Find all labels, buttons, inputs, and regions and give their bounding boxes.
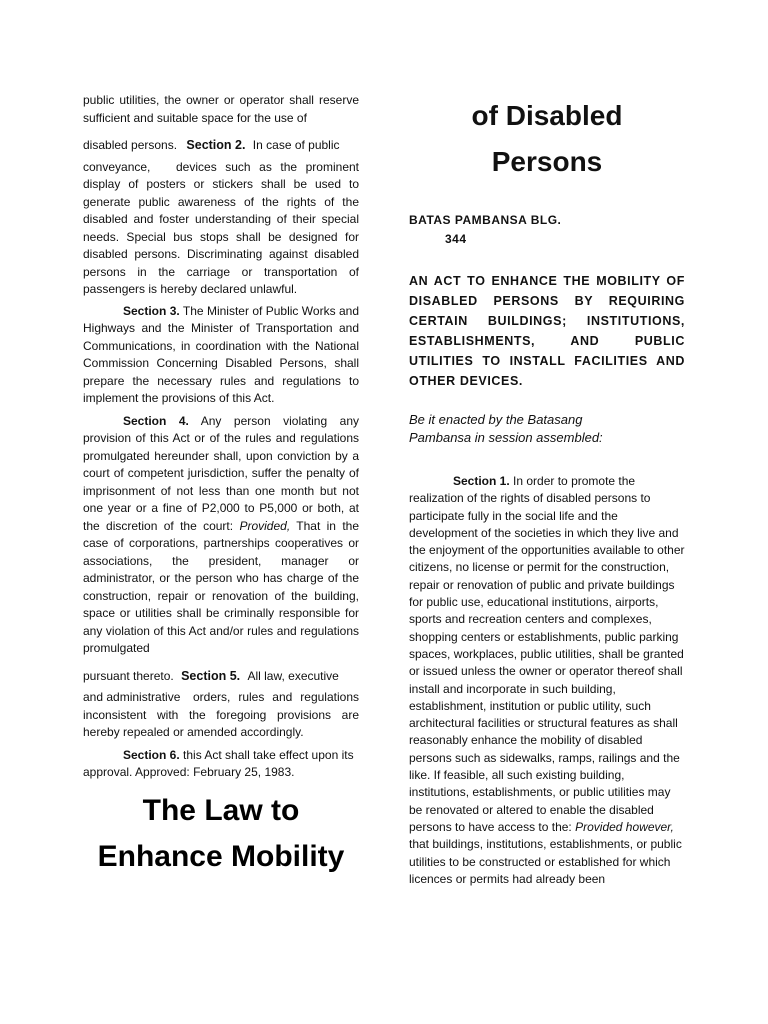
section-5-intro: All law, executive: [247, 668, 339, 683]
section-2-body: devices such as the prominent display of posters or stickers shall be used to generate public awareness of the rights of the disabled and foster understanding of their special needs. Special bus stops shall be designed for disabled persons. Discriminating against disabled persons in the carriage or transportation of passengers is hereby declared unlawful.: [83, 159, 359, 296]
section-1-label: Section 1.: [453, 474, 510, 488]
section-2-intro: In case of public: [252, 138, 340, 152]
batas-pambansa-heading: [409, 211, 685, 249]
section-4-body-a: Any person violating any provision of this Act or of the rules and regulations promulgated hereunder shall, upon conviction by a court of competent jurisdiction, suffer the penalty of imprisonment of not less than one month but not one year or a fine of P2,000 to P5,000 or both, at the discretion of the court:: [83, 413, 360, 533]
text-conveyance: conveyance,: [83, 159, 151, 174]
section-3-label: Section 3.: [123, 303, 180, 318]
text-pursuant: pursuant thereto.: [83, 668, 174, 683]
section-1-body-b: that buildings, institutions, establishments, or public utilities to be constructed or established for which licences or permits had already been: [409, 837, 682, 886]
big-title-line-1: The Law to: [142, 793, 300, 827]
enacted-line-2: Pambansa in session assembled:: [409, 430, 603, 445]
paragraph-sec5-start: [83, 668, 359, 686]
paragraph-sec3: [83, 303, 359, 408]
section-6-label: Section 6.: [123, 747, 180, 762]
text-disabled-persons: disabled persons.: [83, 138, 178, 152]
section-4-label: Section 4.: [123, 413, 189, 428]
section-4-body-b: That in the case of corporations, partnerships cooperatives or associations, the president, manager or administrator, or the person who has charge of the construction, repair or renovation of the building, space or utilities shall be criminally responsible for any violation of this Act and/or rules and regulations promulgated: [83, 518, 359, 655]
enacted-line-1: Be it enacted by the Batasang: [409, 412, 583, 427]
paragraph-sec1: [409, 473, 685, 888]
paragraph-sec2-start: [83, 137, 359, 155]
paragraph-sec1-continued: public utilities, the owner or operator shall reserve sufficient and suitable space for the use of: [83, 93, 359, 125]
enacting-clause: [409, 411, 685, 447]
section-5-body: orders, rules and regulations inconsistent with the foregoing provisions are hereby repealed or amended accordingly.: [83, 690, 359, 739]
act-title: AN ACT TO ENHANCE THE MOBILITY OF DISABLED PERSONS BY REQUIRING CERTAIN BUILDINGS; INSTITUTIONS, ESTABLISHMENTS, AND PUBLIC UTILITIES TO INSTALL FACILITIES AND OTHER DEVICES.: [409, 274, 685, 388]
section-1-body-a: In order to promote the realization of the rights of disabled persons to participate fully in the social life and the development of the societies in which they live and the enjoyment of the opportunities available to other citizens, no license or permit for the construction, repair or renovation of public and private buildings for public use, educational institutions, airports, sports and recreation centers and complexes, shopping centers or establishments, public parking spaces, workplaces, public utilities, shall be granted or issued unless the owner or operator thereof shall install and incorporate in such building, establishment, institution or public utility, such architectural facilities or structural features as shall reasonably enhance the mobility of disabled persons such as sidewalks, ramps, railings and the like. If feasible, all such existing building, institutions, establishments, or public utilities may be renovated or altered to enable the disabled persons to have access to the:: [409, 474, 685, 834]
big-title-line-2: Enhance Mobility: [97, 839, 345, 873]
paragraph-sec4: [83, 413, 359, 658]
right-column: [409, 93, 685, 888]
section-3-body: The Minister of Public Works and Highways and the Minister of Transportation and Communications, in coordination with the National Commission Concerning Disabled Persons, shall prepare the necessary rules and regulations to implement the provisions of this Act.: [83, 303, 359, 405]
section-4-provided: Provided,: [239, 518, 291, 533]
section-6-body: this Act shall take effect upon its approval. Approved: February 25, 1983.: [83, 747, 354, 779]
section-2-label: Section 2.: [186, 138, 246, 152]
batas-line-1: BATAS PAMBANSA BLG.: [409, 213, 562, 227]
paragraph-sec6: [83, 747, 359, 782]
title-line-of-disabled: of Disabled: [471, 100, 623, 131]
section-1-provided: Provided however,: [575, 819, 674, 834]
left-column: [83, 92, 359, 880]
batas-line-2: 344: [445, 232, 467, 246]
text-administrative: and administrative: [83, 690, 181, 704]
title-line-persons: Persons: [491, 146, 603, 177]
section-5-label: Section 5.: [181, 668, 241, 683]
